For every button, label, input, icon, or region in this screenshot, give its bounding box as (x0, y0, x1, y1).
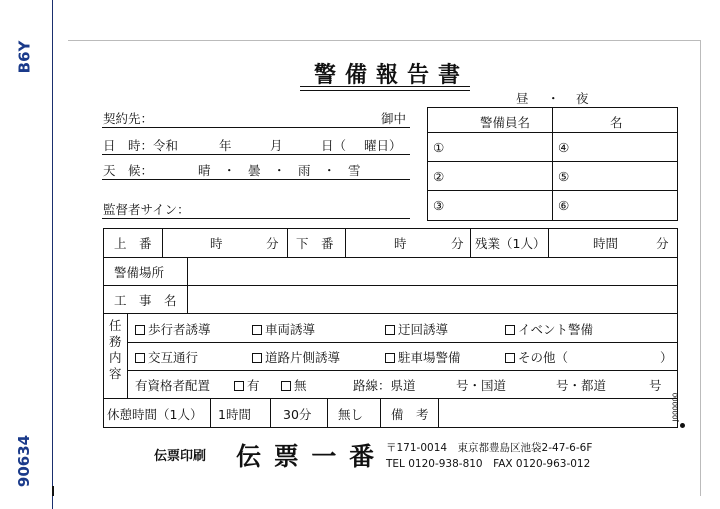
divider (427, 161, 678, 162)
divider (162, 228, 163, 257)
checkbox[interactable] (281, 381, 291, 391)
guard-slot: ⑤ (558, 169, 570, 184)
address: 〒171-0014 東京都豊島区池袋2-47-6-6F (386, 442, 593, 454)
end-minute: 分 (451, 236, 464, 251)
divider (103, 257, 678, 258)
divider (127, 342, 678, 343)
start-minute: 分 (266, 236, 279, 251)
duty-option[interactable]: 迂回誘導 (385, 320, 448, 338)
duty-option[interactable]: 車両誘導 (252, 320, 315, 338)
checkbox[interactable] (234, 381, 244, 391)
serial-dot (680, 423, 685, 428)
side-strip (0, 0, 53, 509)
guard-slot: ④ (558, 140, 570, 155)
divider (187, 257, 188, 313)
supervisor-label: 監督者サイン： (103, 202, 190, 217)
guard-name-header: 警備員名 (480, 115, 531, 130)
shift-dot: ・ (547, 91, 560, 106)
page-title: 警備報告書 (314, 63, 470, 88)
divider (127, 370, 678, 371)
overtime-hours: 時間 (593, 236, 619, 251)
guard-slot: ② (433, 169, 445, 184)
break-1h: 1時間 (218, 407, 251, 422)
divider (103, 398, 678, 399)
day-label: 日（ (321, 138, 347, 153)
tick-mark (52, 486, 54, 496)
qualified-label: 有資格者配置 (135, 378, 211, 393)
break-none: 無し (338, 407, 364, 422)
datetime-label: 日 時：令和 (103, 138, 179, 153)
title-underline-2 (300, 90, 470, 91)
route-no1: 号・国道 (456, 378, 507, 393)
remarks-label: 備 考 (391, 407, 429, 422)
checkbox[interactable] (505, 353, 515, 363)
end-hour: 時 (394, 236, 407, 251)
duty-option[interactable]: 歩行者誘導 (135, 320, 211, 338)
work-name-label: 工 事 名 (114, 293, 177, 308)
supervisor-line (102, 218, 410, 219)
form-number: 90634 (15, 434, 34, 488)
route-no3: 号 (649, 378, 662, 393)
shift-day: 昼 (516, 91, 529, 106)
duty-option[interactable]: 交互通行 (135, 348, 198, 366)
break-30m: 30分 (283, 407, 312, 422)
guard-slot: ③ (433, 198, 445, 213)
divider (470, 228, 471, 257)
weather-options: 晴 ・ 曇 ・ 雨 ・ 雪 (198, 163, 361, 178)
other-close: ） (660, 350, 673, 365)
divider (345, 228, 346, 257)
divider (327, 398, 328, 428)
shift-night: 夜 (576, 91, 589, 106)
divider (552, 107, 553, 221)
serial-number: J000000 (671, 392, 680, 422)
form-code: B6Y (15, 40, 34, 74)
guard-slot: ① (433, 140, 445, 155)
divider (427, 190, 678, 191)
divider (548, 228, 549, 257)
divider (210, 398, 211, 428)
checkbox[interactable] (135, 353, 145, 363)
checkbox[interactable] (505, 325, 515, 335)
divider (103, 285, 678, 286)
weekday-label: 曜日） (364, 138, 402, 153)
route-label: 路線：県道 (353, 378, 416, 393)
start-hour: 時 (210, 236, 223, 251)
divider (102, 179, 410, 180)
qualified-yes[interactable]: 有 (234, 376, 260, 394)
printer-label: 伝票印刷 (154, 449, 207, 464)
end-label: 下 番 (296, 236, 334, 251)
overtime-label: 残業（1人） (475, 236, 546, 251)
divider (427, 132, 678, 133)
month-label: 月 (270, 138, 283, 153)
location-label: 警備場所 (114, 265, 165, 280)
title-underline (300, 86, 470, 87)
phone-fax: TEL 0120-938-810 FAX 0120-963-012 (386, 458, 591, 470)
duty-option[interactable]: その他（ (505, 348, 568, 366)
weather-label: 天 候： (103, 163, 154, 178)
contract-label: 契約先： (103, 111, 154, 126)
divider (127, 313, 128, 398)
duty-label: 任 務 内 容 (109, 318, 122, 381)
divider (102, 127, 410, 128)
start-label: 上 番 (114, 236, 152, 251)
guard-slot: ⑥ (558, 198, 570, 213)
divider (287, 228, 288, 257)
duty-option[interactable]: 道路片側誘導 (252, 348, 340, 366)
divider (380, 398, 381, 428)
break-label: 休憩時間（1人） (107, 407, 203, 422)
checkbox[interactable] (252, 325, 262, 335)
divider (270, 398, 271, 428)
duty-option[interactable]: イベント警備 (505, 320, 593, 338)
checkbox[interactable] (385, 325, 395, 335)
divider (102, 154, 410, 155)
checkbox[interactable] (385, 353, 395, 363)
checkbox[interactable] (252, 353, 262, 363)
route-no2: 号・都道 (556, 378, 607, 393)
year-label: 年 (219, 138, 232, 153)
contract-suffix: 御中 (381, 111, 407, 126)
divider (438, 398, 439, 428)
brand-logo: 伝 票 一 番 (236, 442, 377, 471)
overtime-minute: 分 (656, 236, 669, 251)
divider (103, 313, 678, 314)
guard-count-header: 名 (610, 115, 623, 130)
duty-option[interactable]: 駐車場警備 (385, 348, 461, 366)
checkbox[interactable] (135, 325, 145, 335)
qualified-no[interactable]: 無 (281, 376, 307, 394)
